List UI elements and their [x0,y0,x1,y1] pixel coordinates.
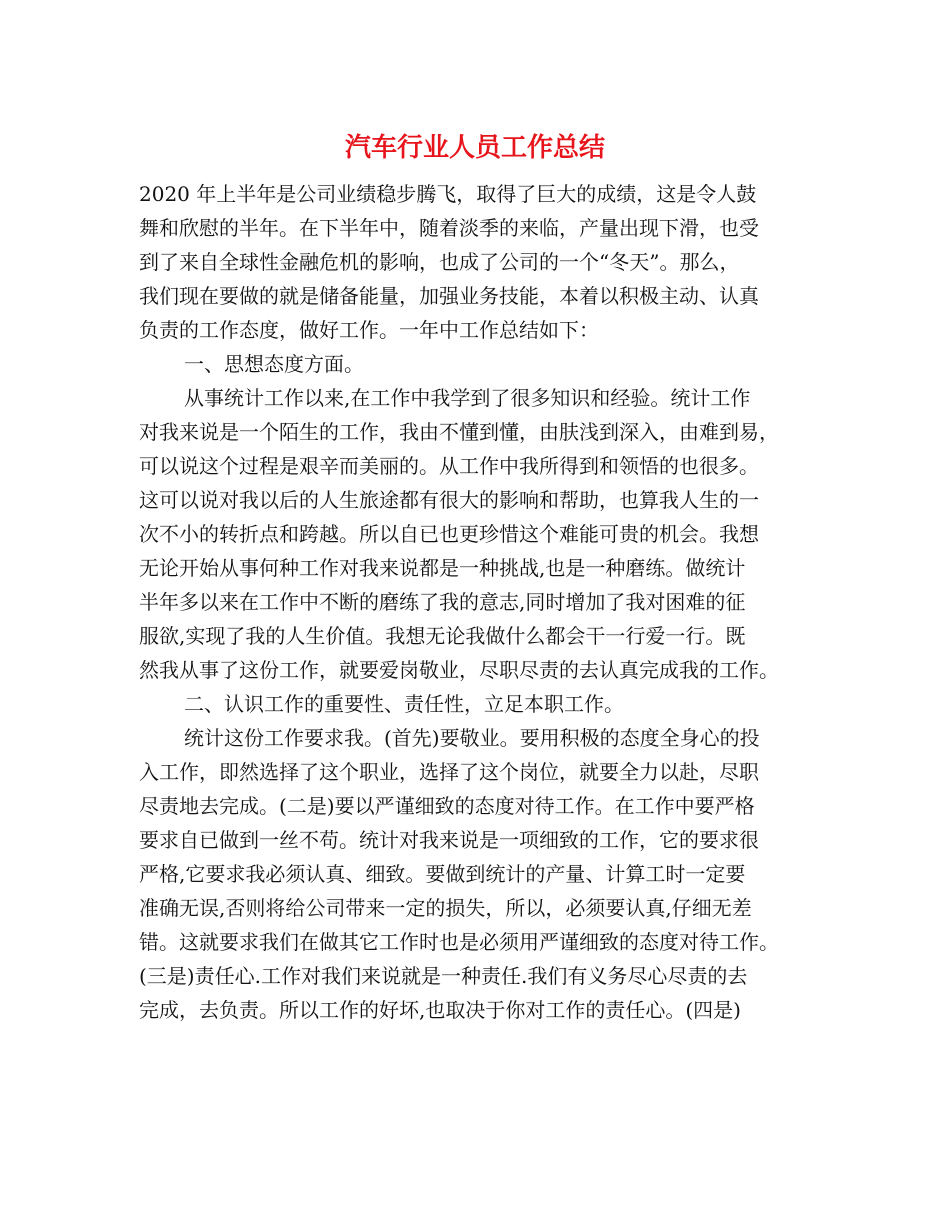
section-heading: 二、认识工作的重要性、责任性，立足本职工作。 [184,692,624,716]
paragraph-line: 对我来说是一个陌生的工作，我由不懂到懂，由肤浅到深入，由难到易， [139,420,779,444]
paragraph-line: 入工作，即然选择了这个职业，选择了这个岗位，就要全力以赴，尽职 [139,760,759,784]
paragraph-line: 完成，去负责。所以工作的好坏,也取决于你对工作的责任心。(四是) [139,998,741,1022]
paragraph-line: 次不小的转折点和跨越。所以自已也更珍惜这个难能可贵的机会。我想 [139,522,759,546]
paragraph-line: 要求自已做到一丝不苟。统计对我来说是一项细致的工作，它的要求很 [139,828,759,852]
paragraph-line: 无论开始从事何种工作对我来说都是一种挑战,也是一种磨练。做统计 [139,556,746,580]
paragraph-line: 舞和欣慰的半年。在下半年中，随着淡季的来临，产量出现下滑，也受 [139,216,759,240]
paragraph-line: 统计这份工作要求我。(首先)要敬业。要用积极的态度全身心的投 [184,726,760,750]
paragraph-line: 负责的工作态度，做好工作。一年中工作总结如下： [139,318,599,342]
paragraph-line: 错。这就要求我们在做其它工作时也是必须用严谨细致的态度对待工作。 [139,930,779,954]
paragraph-line: 可以说这个过程是艰辛而美丽的。从工作中我所得到和领悟的也很多。 [139,454,759,478]
paragraph-line: 严格,它要求我必须认真、细致。要做到统计的产量、计算工时一定要 [139,862,746,886]
document-title: 汽车行业人员工作总结 [344,133,605,163]
paragraph-line: 这可以说对我以后的人生旅途都有很大的影响和帮助，也算我人生的一 [139,488,759,512]
paragraph-line: 我们现在要做的就是储备能量，加强业务技能，本着以积极主动、认真 [139,284,759,308]
paragraph-line: 半年多以来在工作中不断的磨练了我的意志,同时增加了我对困难的征 [139,590,746,614]
paragraph-line: 2020 年上半年是公司业绩稳步腾飞，取得了巨大的成绩，这是令人鼓 [139,182,757,206]
paragraph-line: 尽责地去完成。(二是)要以严谨细致的态度对待工作。在工作中要严格 [139,794,755,818]
paragraph-line: 从事统计工作以来,在工作中我学到了很多知识和经验。统计工作 [184,386,751,410]
paragraph-line: 服欲,实现了我的人生价值。我想无论我做什么都会干一行爱一行。既 [139,624,746,648]
section-heading: 一、思想态度方面。 [184,352,364,376]
paragraph-line: 到了来自全球性金融危机的影响，也成了公司的一个“冬天”。那么， [139,250,740,274]
paragraph-line: 然我从事了这份工作，就要爱岗敬业，尽职尽责的去认真完成我的工作。 [139,658,779,682]
paragraph-line: (三是)责任心.工作对我们来说就是一种责任.我们有义务尽心尽责的去 [139,964,748,988]
paragraph-line: 准确无误,否则将给公司带来一定的损失，所以，必须要认真,仔细无差 [139,896,752,920]
